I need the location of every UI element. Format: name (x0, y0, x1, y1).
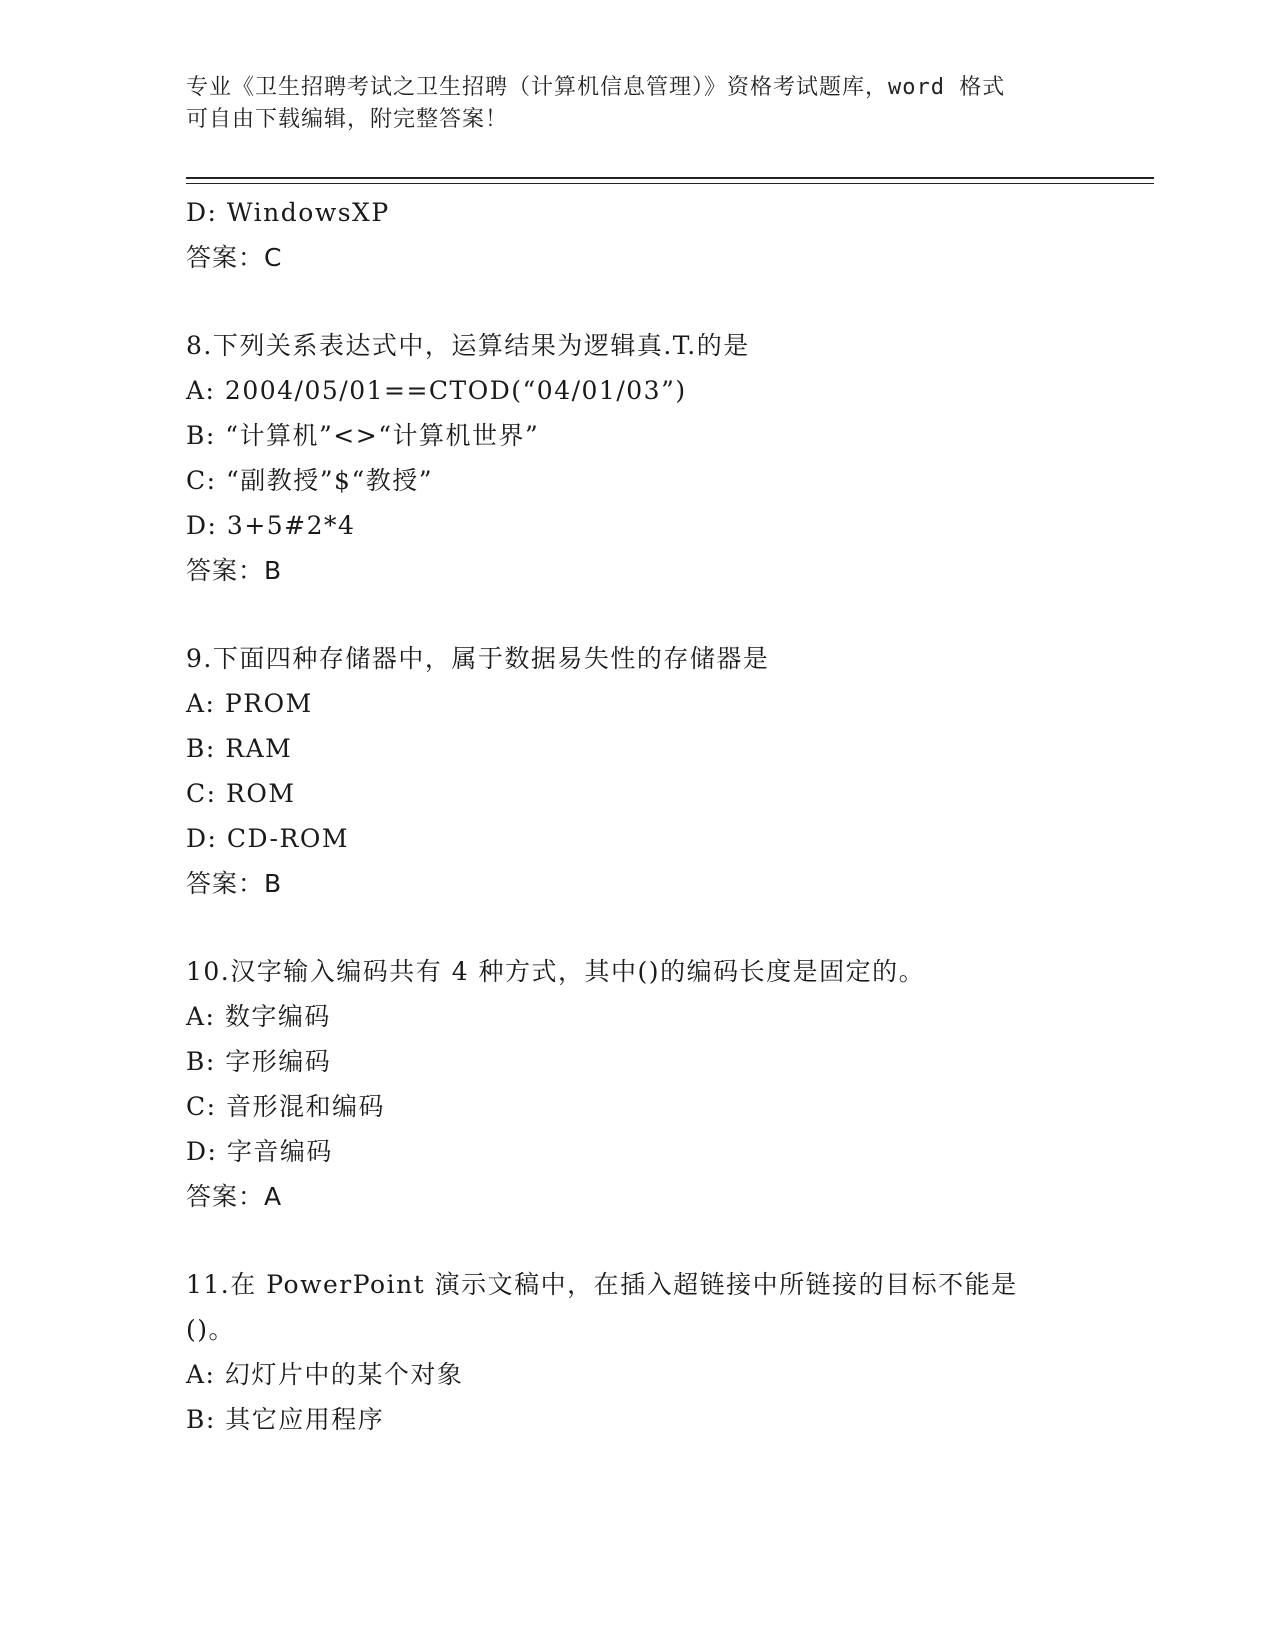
answer-line: 答案：B (186, 869, 283, 898)
question-stem-line-1: 11.在 PowerPoint 演示文稿中，在插入超链接中所链接的目标不能是 (186, 1270, 1018, 1299)
option-a: A: 数字编码 (186, 1002, 331, 1031)
option-b: B: “计算机”<>“计算机世界” (186, 421, 540, 450)
question-stem: 8.下列关系表达式中，运算结果为逻辑真.T.的是 (186, 331, 750, 360)
option-d: D: WindowsXP (186, 198, 390, 227)
header-line-2: 可自由下载编辑，附完整答案！ (186, 107, 509, 132)
header-divider-thin (186, 183, 1154, 184)
option-b: B: 字形编码 (186, 1047, 332, 1076)
option-b: B: RAM (186, 734, 293, 763)
question-7-tail (186, 190, 1086, 280)
answer-line: 答案：B (186, 556, 283, 585)
option-a: A: 2004/05/01==CTOD(“04/01/03”) (186, 376, 687, 405)
option-d: D: 3+5#2*4 (186, 511, 356, 540)
question-stem: 10.汉字输入编码共有 4 种方式，其中()的编码长度是固定的。 (186, 957, 926, 986)
option-a: A: 幻灯片中的某个对象 (186, 1360, 464, 1389)
answer-line: 答案：A (186, 1182, 283, 1211)
option-d: D: 字音编码 (186, 1137, 333, 1166)
document-body (186, 190, 1086, 1442)
question-9 (186, 636, 1086, 906)
question-8 (186, 323, 1086, 593)
question-stem: 9.下面四种存储器中，属于数据易失性的存储器是 (186, 644, 770, 673)
option-c: C: ROM (186, 779, 296, 808)
option-c: C: “副教授”$“教授” (186, 466, 434, 495)
question-11 (186, 1262, 1086, 1442)
option-b: B: 其它应用程序 (186, 1405, 385, 1434)
option-c: C: 音形混和编码 (186, 1092, 385, 1121)
option-a: A: PROM (186, 689, 313, 718)
document-header (186, 72, 1086, 136)
option-d: D: CD-ROM (186, 824, 349, 853)
header-line-1: 专业《卫生招聘考试之卫生招聘（计算机信息管理）》资格考试题库，word 格式 (186, 75, 1006, 100)
answer-line: 答案：C (186, 243, 283, 272)
question-10 (186, 949, 1086, 1219)
header-divider-thick (186, 177, 1154, 179)
question-stem-line-2: ()。 (186, 1315, 236, 1344)
